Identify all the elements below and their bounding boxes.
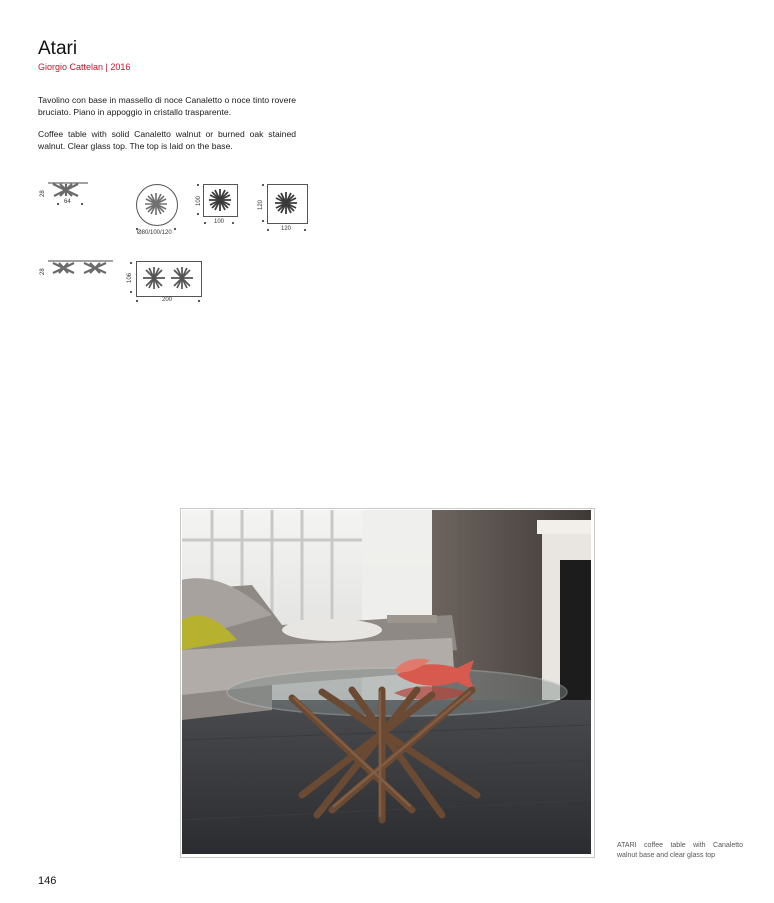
dim-square-100-height: 100 [196,195,202,206]
dim-long-height-label: 28 [40,268,46,275]
dim-rect-height-label: 106 [127,272,133,283]
base-plan-icon [144,192,168,216]
side-elevation-icon [48,182,90,200]
base-plan-icon [274,191,298,215]
product-photo [182,510,591,854]
base-plan-icon [208,188,232,212]
page-number: 146 [38,875,57,887]
description-english: Coffee table with solid Canaletto walnut or burned oak stained walnut. Clear glass top. The top is laid on the base. [38,129,296,151]
dim-square-120-width: 120 [281,226,292,232]
interior-scene-illustration [182,510,591,854]
designer-credit: Giorgio Cattelan | 2016 [38,62,131,72]
double-base-plan-icon [142,266,196,290]
photo-caption: ATARI coffee table with Canaletto walnut base and clear glass top [617,842,743,859]
dim-rect-width-label: 200 [162,297,173,303]
dim-height-label: 28 [40,190,46,197]
dim-diameter-label: Ø80/100/120 [137,230,172,236]
product-title: Atari [38,38,78,59]
double-side-elevation-icon [48,260,114,276]
dim-square-120-height: 120 [258,199,264,210]
dim-width-label: 64 [64,199,71,205]
dim-square-100-width: 100 [214,219,225,225]
description-italian: Tavolino con base in massello di noce Canaletto o noce tinto rovere bruciato. Piano in appoggio in cristallo trasparente. [38,95,296,117]
